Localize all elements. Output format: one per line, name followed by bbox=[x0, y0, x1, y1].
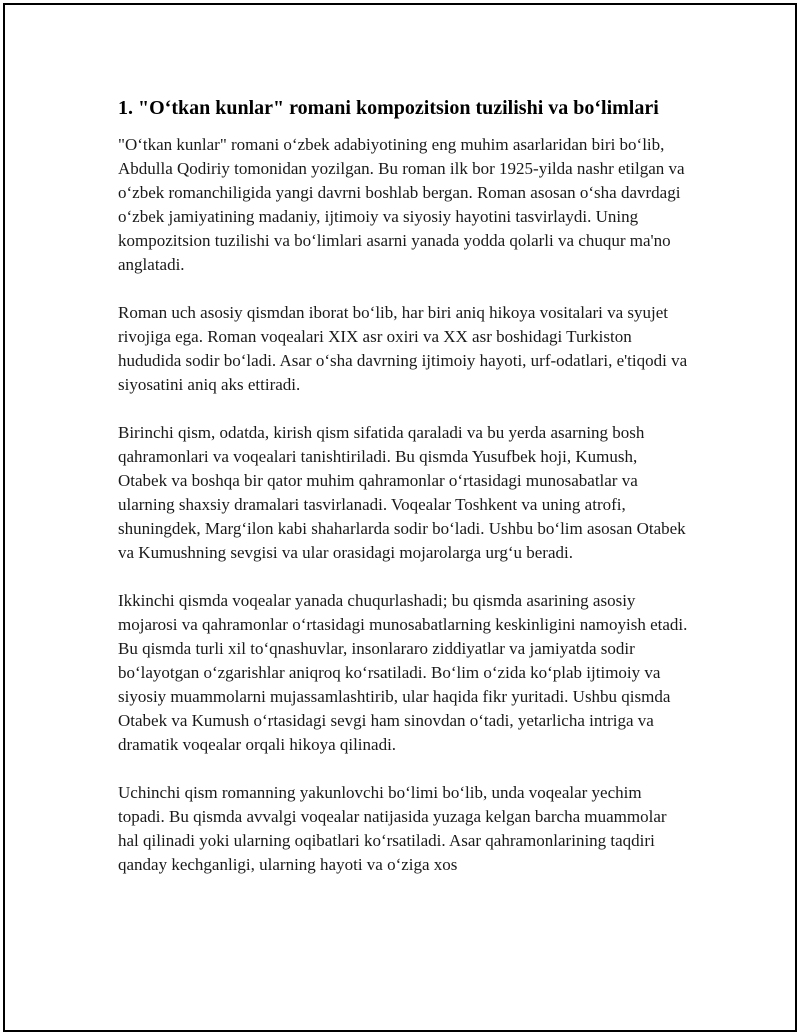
paragraph-part-two: Ikkinchi qismda voqealar yanada chuqurlashadi; bu qismda asarining asosiy mojarosi va qahramonlar o‘rtasidagi munosabatlarning keskinligini namoyish etadi. Bu qismda turli xil to‘qnashuvlar, insonlararo ziddiyatlar va jamiyatda sodir bo‘layotgan o‘zgarishlar aniqroq ko‘rsatiladi. Bo‘lim o‘zida ko‘plab ijtimoiy va siyosiy muammolarni mujassamlashtirib, ular haqida fikr yuritadi. Ushbu qismda Otabek va Kumush o‘rtasidagi sevgi ham sinovdan o‘tadi, yetarlicha intriga va dramatik voqealar orqali hikoya qilinadi. bbox=[118, 591, 688, 754]
paragraph-part-three: Uchinchi qism romanning yakunlovchi bo‘limi bo‘lib, unda voqealar yechim topadi. Bu qismda avvalgi voqealar natijasida yuzaga kelgan barcha muammolar hal qilinadi yoki ularning oqibatlari ko‘rsatiladi. Asar qahramonlarining taqdiri qanday kechganligi, ularning hayoti va o‘ziga xos bbox=[118, 783, 667, 874]
section-heading: 1. "O‘tkan kunlar" romani kompozitsion tuzilishi va bo‘limlari bbox=[118, 97, 659, 119]
paragraph-structure: Roman uch asosiy qismdan iborat bo‘lib, har biri aniq hikoya vositalari va syujet rivojiga ega. Roman voqealari XIX asr oxiri va XX asr boshidagi Turkiston hududida sodir bo‘ladi. Asar o‘sha davrning ijtimoiy hayoti, urf-odatlari, e'tiqodi va siyosatini aniq aks ettiradi. bbox=[118, 303, 688, 394]
paragraph-intro: "O‘tkan kunlar" romani o‘zbek adabiyotining eng muhim asarlaridan biri bo‘lib, Abdulla Qodiriy tomonidan yozilgan. Bu roman ilk bor 1925-yilda nashr etilgan va o‘zbek romanchiligida yangi davrni boshlab bergan. Roman asosan o‘sha davrdagi o‘zbek jamiyatining madaniy, ijtimoiy va siyosiy hayotini tasvirlaydi. Uning kompozitsion tuzilishi va bo‘limlari asarni yanada yodda qolarli va chuqur ma'no anglatadi. bbox=[118, 135, 685, 274]
document-body bbox=[118, 96, 688, 901]
paragraph-part-one: Birinchi qism, odatda, kirish qism sifatida qaraladi va bu yerda asarning bosh qahramonlari va voqealari tanishtiriladi. Bu qismda Yusufbek hoji, Kumush, Otabek va boshqa bir qator muhim qahramonlar o‘rtasidagi munosabatlar va ularning shaxsiy dramalari tasvirlanadi. Voqealar Toshkent va uning atrofi, shuningdek, Marg‘ilon kabi shaharlarda sodir bo‘ladi. Ushbu bo‘lim asosan Otabek va Kumushning sevgisi va ular orasidagi mojarolarga urg‘u beradi. bbox=[118, 423, 686, 562]
